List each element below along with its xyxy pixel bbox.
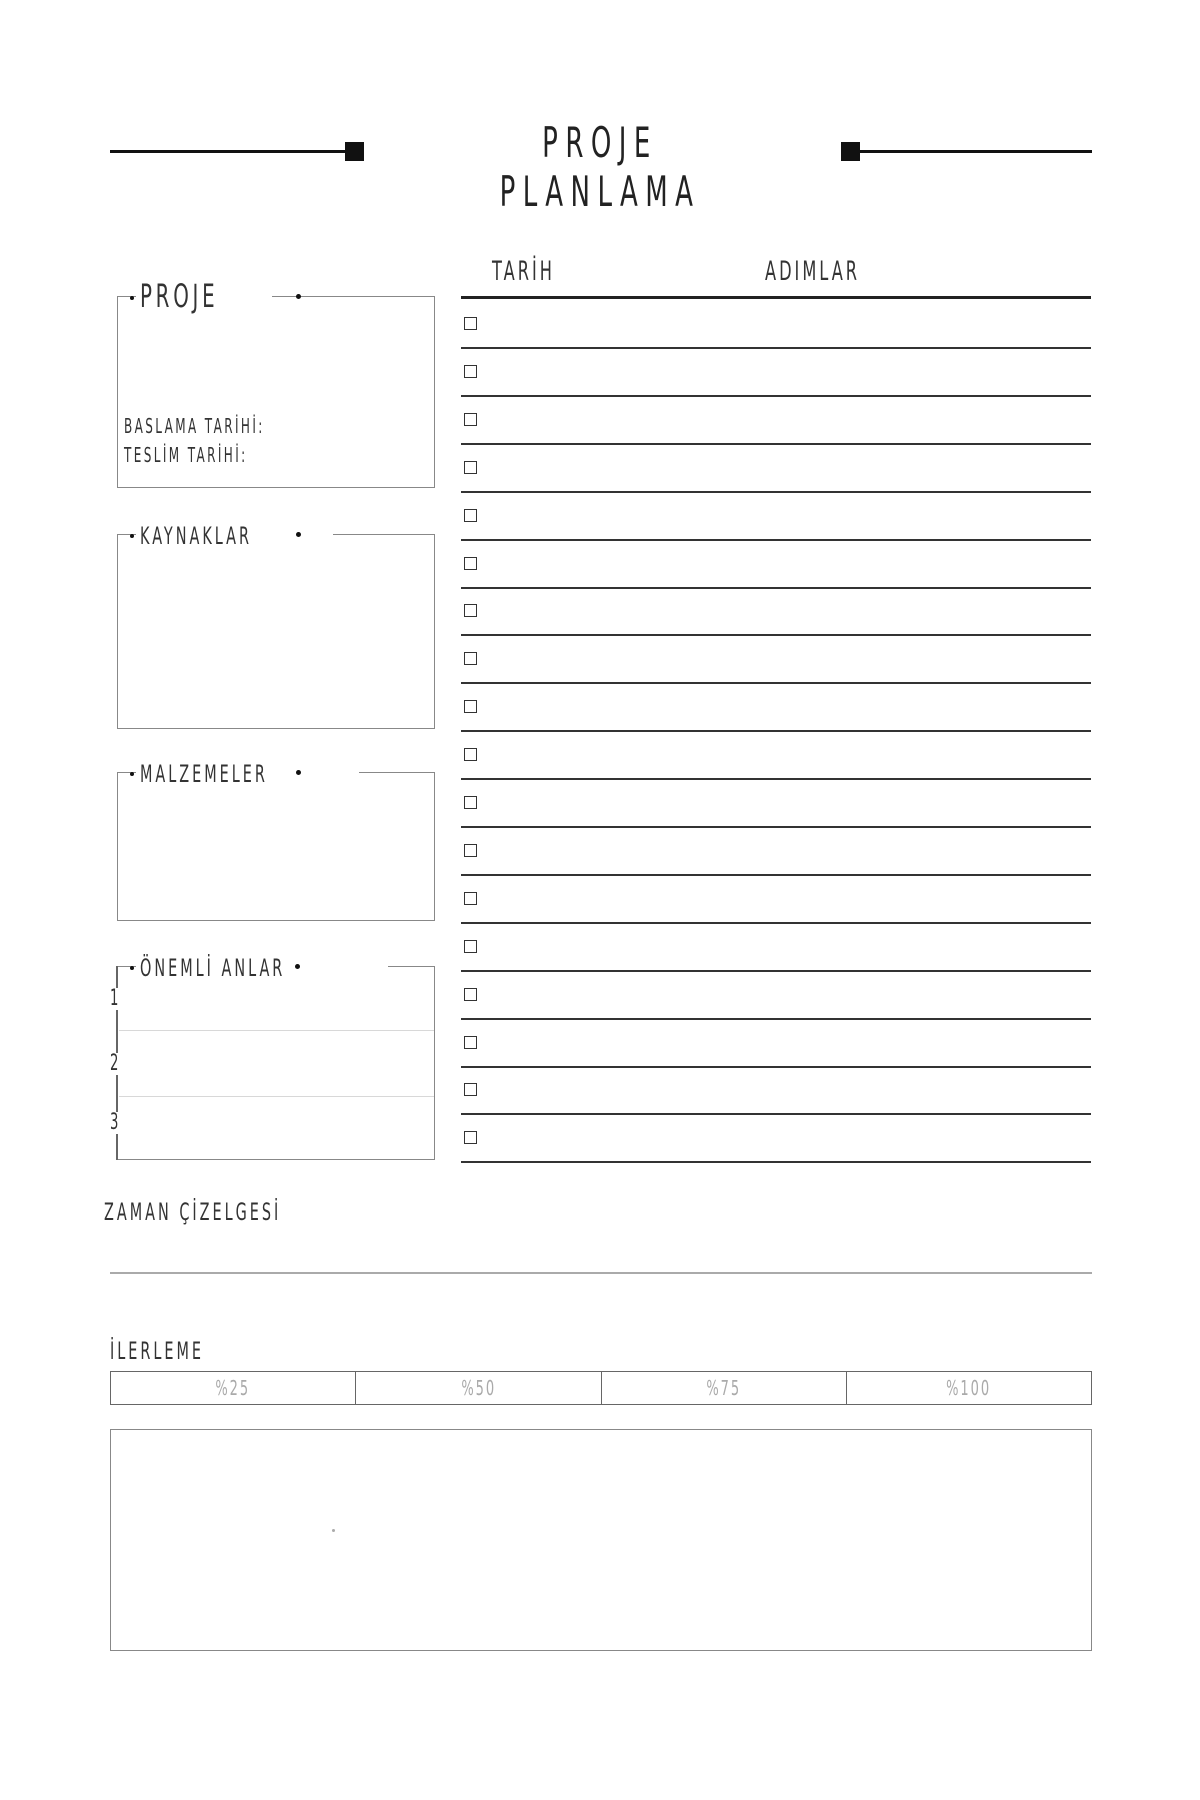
step-checkbox[interactable] xyxy=(464,509,477,522)
onemli-anlar-item-3[interactable]: 3 xyxy=(110,1110,119,1135)
proje-header-dot xyxy=(296,294,301,299)
step-checkbox[interactable] xyxy=(464,748,477,761)
step-row[interactable] xyxy=(461,397,1091,445)
step-row[interactable] xyxy=(461,493,1091,541)
step-row[interactable] xyxy=(461,445,1091,493)
step-rule xyxy=(461,1161,1091,1163)
step-row[interactable] xyxy=(461,1067,1091,1115)
step-row[interactable] xyxy=(461,1020,1091,1068)
step-checkbox[interactable] xyxy=(464,1131,477,1144)
step-row[interactable] xyxy=(461,588,1091,636)
onemli-anlar-label-dot xyxy=(130,966,134,970)
title-left-rule xyxy=(110,150,355,153)
step-row[interactable] xyxy=(461,972,1091,1020)
step-checkbox[interactable] xyxy=(464,604,477,617)
step-checkbox[interactable] xyxy=(464,652,477,665)
date-column-header: TARİH xyxy=(492,256,555,287)
step-row[interactable] xyxy=(461,780,1091,828)
step-row[interactable] xyxy=(461,684,1091,732)
step-checkbox[interactable] xyxy=(464,1083,477,1096)
step-checkbox[interactable] xyxy=(464,892,477,905)
step-checkbox[interactable] xyxy=(464,557,477,570)
step-checkbox[interactable] xyxy=(464,317,477,330)
kaynaklar-label-dot xyxy=(130,534,134,538)
notes-stray-dot xyxy=(332,1529,335,1532)
progress-segment-100[interactable]: %100 xyxy=(946,1376,992,1400)
step-row[interactable] xyxy=(461,924,1091,972)
step-checkbox[interactable] xyxy=(464,796,477,809)
step-checkbox[interactable] xyxy=(464,365,477,378)
progress-bar xyxy=(110,1371,1092,1405)
proje-label-dot xyxy=(130,296,134,300)
step-row[interactable] xyxy=(461,732,1091,780)
progress-label: İLERLEME xyxy=(110,1337,205,1365)
malzemeler-header-dot xyxy=(296,770,301,775)
kaynaklar-header-dot xyxy=(296,532,301,537)
step-checkbox[interactable] xyxy=(464,461,477,474)
step-row[interactable] xyxy=(461,636,1091,684)
onemli-anlar-item-2[interactable]: 2 xyxy=(110,1051,119,1076)
page-title: PROJE PLANLAMA xyxy=(499,118,701,216)
step-row[interactable] xyxy=(461,876,1091,924)
progress-segment-75[interactable]: %75 xyxy=(602,1372,847,1404)
step-row[interactable] xyxy=(461,541,1091,589)
step-row[interactable] xyxy=(461,828,1091,876)
step-checkbox[interactable] xyxy=(464,940,477,953)
due-date-label[interactable]: TESLİM TARİHİ: xyxy=(124,443,248,467)
onemli-anlar-divider-1 xyxy=(119,1030,434,1031)
steps-header-rule xyxy=(461,296,1091,299)
start-date-label[interactable]: BASLAMA TARİHİ: xyxy=(124,414,265,438)
step-checkbox[interactable] xyxy=(464,413,477,426)
notes-box[interactable] xyxy=(110,1429,1092,1651)
step-checkbox[interactable] xyxy=(464,700,477,713)
step-row[interactable] xyxy=(461,301,1091,349)
timeline-label: ZAMAN ÇİZELGESİ xyxy=(104,1198,282,1226)
malzemeler-label: MALZEMELER xyxy=(136,762,359,786)
onemli-anlar-divider-2 xyxy=(119,1096,434,1097)
step-row[interactable] xyxy=(461,1115,1091,1163)
kaynaklar-box[interactable] xyxy=(117,534,435,729)
timeline-rule[interactable] xyxy=(110,1272,1092,1274)
malzemeler-box[interactable] xyxy=(117,772,435,921)
title-right-rule xyxy=(851,150,1092,153)
step-checkbox[interactable] xyxy=(464,844,477,857)
progress-segment-50[interactable]: %50 xyxy=(356,1372,601,1404)
onemli-anlar-label: ÖNEMLİ ANLAR xyxy=(136,956,388,980)
onemli-anlar-header-dot xyxy=(295,964,300,969)
step-checkbox[interactable] xyxy=(464,1036,477,1049)
onemli-anlar-box[interactable] xyxy=(117,966,435,1160)
malzemeler-label-dot xyxy=(130,772,134,776)
step-checkbox[interactable] xyxy=(464,988,477,1001)
kaynaklar-label: KAYNAKLAR xyxy=(136,524,333,548)
proje-label: PROJE xyxy=(136,280,272,312)
step-row[interactable] xyxy=(461,349,1091,397)
onemli-anlar-item-1[interactable]: 1 xyxy=(110,986,119,1011)
progress-segment-25[interactable]: %25 xyxy=(111,1372,356,1404)
title-left-square xyxy=(345,142,364,161)
steps-column-header: ADIMLAR xyxy=(765,256,861,287)
